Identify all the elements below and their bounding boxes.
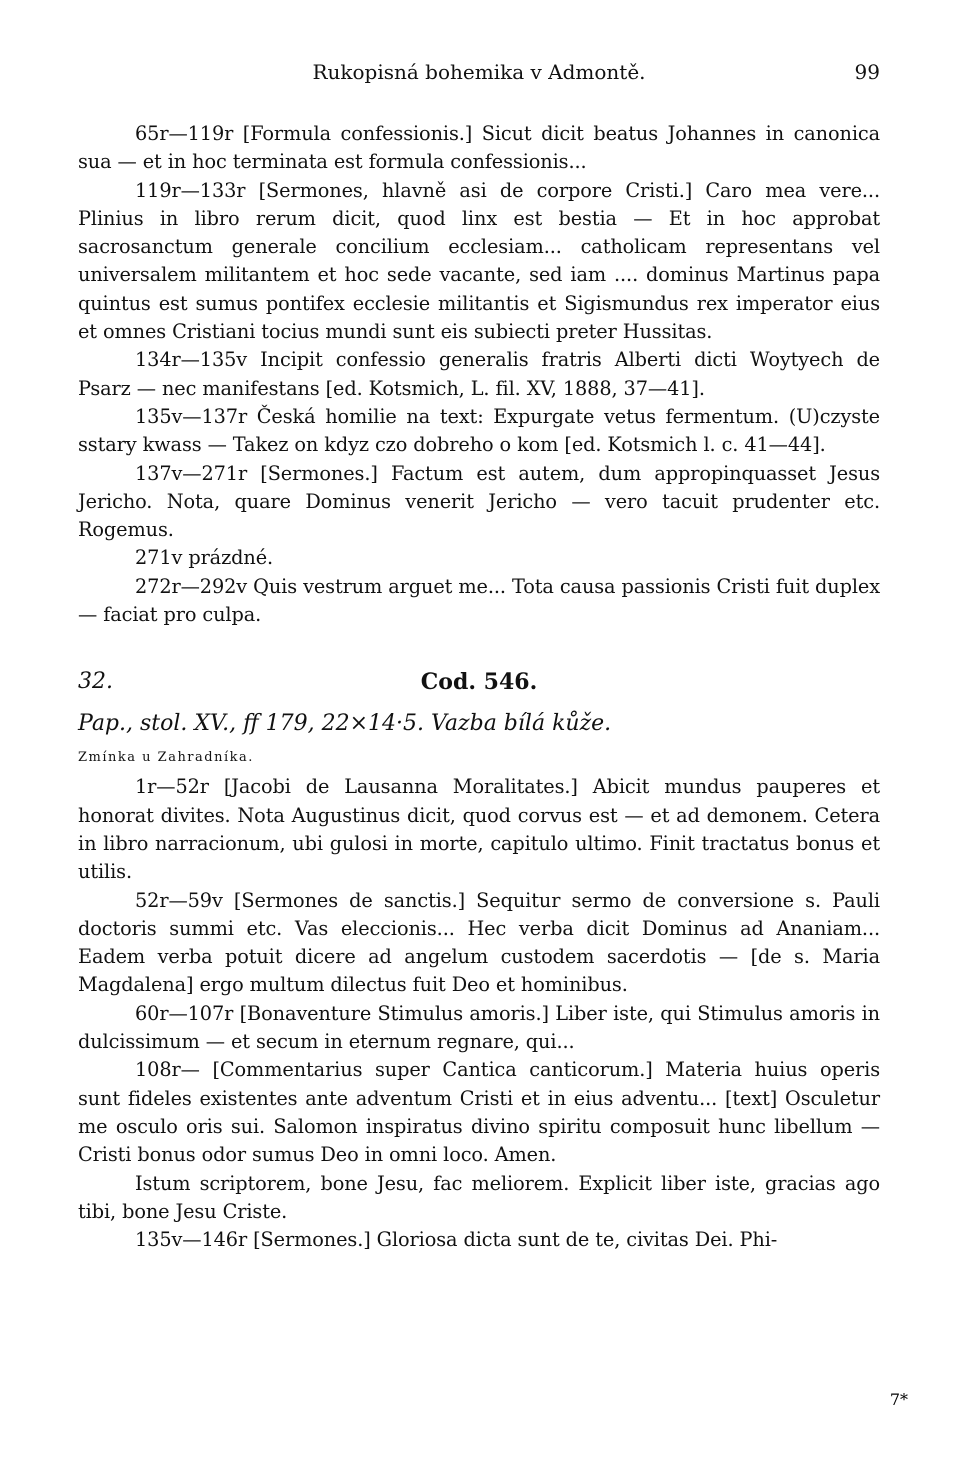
entry-paragraph: 65r—119r [Formula confessionis.] Sicut dicit beatus Johannes in canonica sua — et in hoc terminata est formula confessionis... — [78, 122, 880, 174]
running-title: Rukopisná bohemika v Admontě. — [312, 60, 646, 84]
entry-paragraph: 135v—146r [Sermones.] Gloriosa dicta sunt de te, civitas Dei. Phi- — [135, 1228, 778, 1252]
entries-top — [78, 120, 880, 629]
codex-note: Zmínka u Zahradníka. — [78, 750, 254, 766]
entry-paragraph: 119r—133r [Sermones, hlavně asi de corpore Cristi.] Caro mea vere... Plinius in libro rerum dicit, quod linx est bestia — Et in hoc approbat sacrosanctum generale concilium ecclesiam... catholicam representans vel universalem militantem et hoc sede vacante, sed iam .... dominus Martinus papa quintus est sumus pontifex ecclesie militantis et Sigismundus rex imperator eius et omnes Cristiani tocius mundi sunt eis subiecti preter Hussitas. — [78, 178, 880, 344]
entry-paragraph: 271v prázdné. — [135, 546, 274, 570]
entry-paragraph: 1r—52r [Jacobi de Lausanna Moralitates.] Abicit mundus pauperes et honorat divites. Nota Augustinus dicit, quod corvus est — et ad demonem. Cetera in libro narracionum, ubi gulosi in morte, capitulo ultimo. Finit tractatus bonus et utilis. — [78, 775, 880, 884]
document-page — [78, 58, 880, 1254]
signature-mark: 7* — [889, 1390, 908, 1409]
entry-paragraph: 60r—107r [Bonaventure Stimulus amoris.] Liber iste, qui Stimulus amoris in dulcissimum — et secum in eternum regnare, qui... — [78, 1001, 880, 1054]
running-header — [78, 58, 880, 92]
codex-heading — [78, 669, 880, 705]
entries-bottom — [78, 773, 880, 1254]
codex-title: Cod. 546. — [420, 669, 538, 696]
page-number: 99 — [854, 60, 880, 84]
entry-paragraph: 135v—137r Česká homilie na text: Expurgate vetus fermentum. (U)czyste sstary kwass — Takez on kdyz czo dobreho o kom [ed. Kotsmich l. c. 41—44]. — [78, 404, 880, 457]
entry-paragraph: 134r—135v Incipit confessio generalis fratris Alberti dicti Woytyech de Psarz — nec manifestans [ed. Kotsmich, L. fil. XV, 1888, 37—41]. — [78, 348, 880, 400]
entry-paragraph: 272r—292v Quis vestrum arguet me... Tota causa passionis Cristi fuit duplex — faciat pro culpa. — [78, 574, 880, 627]
entry-paragraph: 108r— [Commentarius super Cantica canticorum.] Materia huius operis sunt fideles existentes ante adventum Cristi et in eius adventu... [text] Osculetur me osculo oris sui. Salomon inspiratus divino spiritu composuit hunc libellum — Cristi bonus odor sumus Deo in omni loco. Amen. — [78, 1058, 880, 1167]
codex-description: Pap., stol. XV., ff 179, 22×14·5. Vazba bílá kůže. — [78, 711, 612, 737]
entry-paragraph: Istum scriptorem, bone Jesu, fac meliorem. Explicit liber iste, gracias ago tibi, bone Jesu Criste. — [78, 1171, 880, 1223]
entry-paragraph: 137v—271r [Sermones.] Factum est autem, dum appropinquasset Jesus Jericho. Nota, quare Dominus venerit Jericho — vero tacuit prudenter etc. Rogemus. — [78, 461, 880, 542]
section-number: 32. — [78, 669, 113, 695]
entry-paragraph: 52r—59v [Sermones de sanctis.] Sequitur sermo de conversione s. Pauli doctoris summi etc. Vas eleccionis... Hec verba dicit Dominus ad Ananiam... Eadem verba potuit dicere ad angelum custodem sacerdotis — [de s. Maria Magdalena] ergo multum dilectus fuit Deo et hominibus. — [78, 888, 880, 997]
